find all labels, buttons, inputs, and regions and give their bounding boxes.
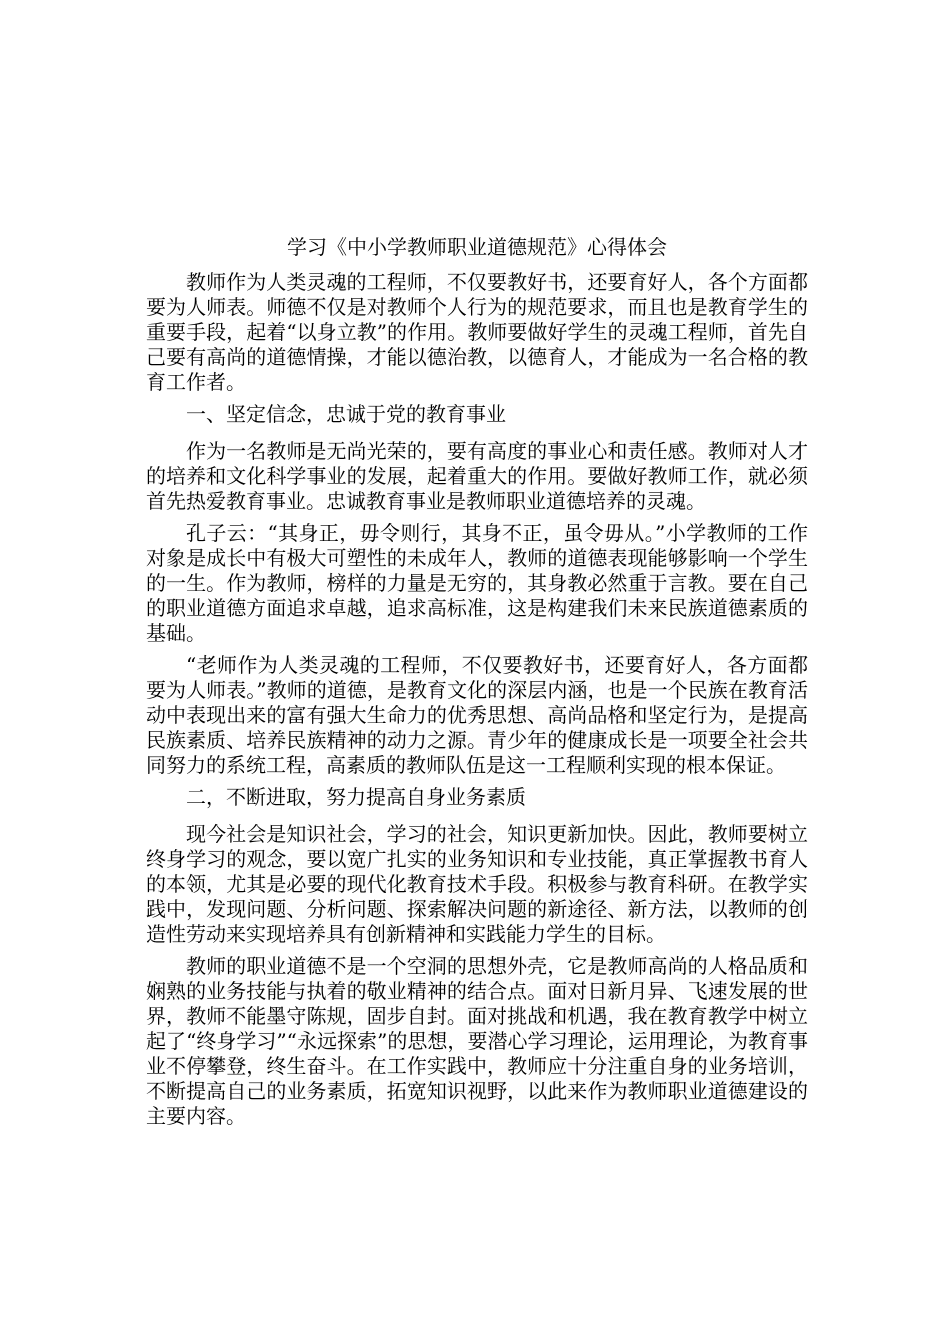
section-2-paragraph-2: 教师的职业道德不是一个空洞的思想外壳，它是教师高尚的人格品质和娴熟的业务技能与执着的敬业精神的结合点。面对日新月异、飞速发展的世界，教师不能墨守陈规，固步自封。面对挑战和机遇，我在教育教学中树立起了“终身学习”“永远探索”的思想，要潜心学习理论，运用理论，为教育事业不停攀登，终生奋斗。在工作实践中，教师应十分注重自身的业务培训，不断提高自己的业务素质，拓宽知识视野，以此来作为教师职业道德建设的主要内容。 — [146, 954, 808, 1128]
section-1-paragraph-3: “老师作为人类灵魂的工程师，不仅要教好书，还要育好人，各方面都要为人师表。”教师的道德，是教育文化的深层内涵，也是一个民族在教育活动中表现出来的富有强大生命力的优秀思想、高尚品格和坚定行为，是提高民族素质、培养民族精神的动力之源。青少年的健康成长是一项要全社会共同努力的系统工程，高素质的教师队伍是这一工程顺利实现的根本保证。 — [146, 653, 808, 777]
section-1-paragraph-1: 作为一名教师是无尚光荣的，要有高度的事业心和责任感。教师对人才的培养和文化科学事业的发展，起着重大的作用。要做好教师工作，就必须首先热爱教育事业。忠诚教育事业是教师职业道德培养的灵魂。 — [146, 439, 808, 513]
section-1-paragraph-2: 孔子云：“其身正，毋令则行，其身不正，虽令毋从。”小学教师的工作对象是成长中有极大可塑性的未成年人，教师的道德表现能够影响一个学生的一生。作为教师，榜样的力量是无穷的，其身教必然重于言教。要在自己的职业道德方面追求卓越，追求高标准，这是构建我们未来民族道德素质的基础。 — [146, 521, 808, 645]
section-2-paragraph-1: 现今社会是知识社会，学习的社会，知识更新加快。因此，教师要树立终身学习的观念，要以宽广扎实的业务知识和专业技能，真正掌握教书育人的本领，尤其是必要的现代化教育技术手段。积极参与教育科研。在教学实践中，发现问题、分析问题、探索解决问题的新途径、新方法，以教师的创造性劳动来实现培养具有创新精神和实践能力学生的目标。 — [146, 822, 808, 946]
section-2-heading: 二，不断进取，努力提高自身业务素质 — [186, 785, 526, 809]
document-body — [146, 232, 808, 1136]
section-1-heading: 一、坚定信念，忠诚于党的教育事业 — [186, 402, 506, 426]
document-title: 学习《中小学教师职业道德规范》心得体会 — [287, 235, 667, 259]
intro-paragraph: 教师作为人类灵魂的工程师，不仅要教好书，还要育好人，各个方面都要为人师表。师德不仅是对教师个人行为的规范要求，而且也是教育学生的重要手段，起着“以身立教”的作用。教师要做好学生的灵魂工程师，首先自己要有高尚的道德情操，才能以德治教，以德育人，才能成为一名合格的教育工作者。 — [146, 270, 808, 394]
